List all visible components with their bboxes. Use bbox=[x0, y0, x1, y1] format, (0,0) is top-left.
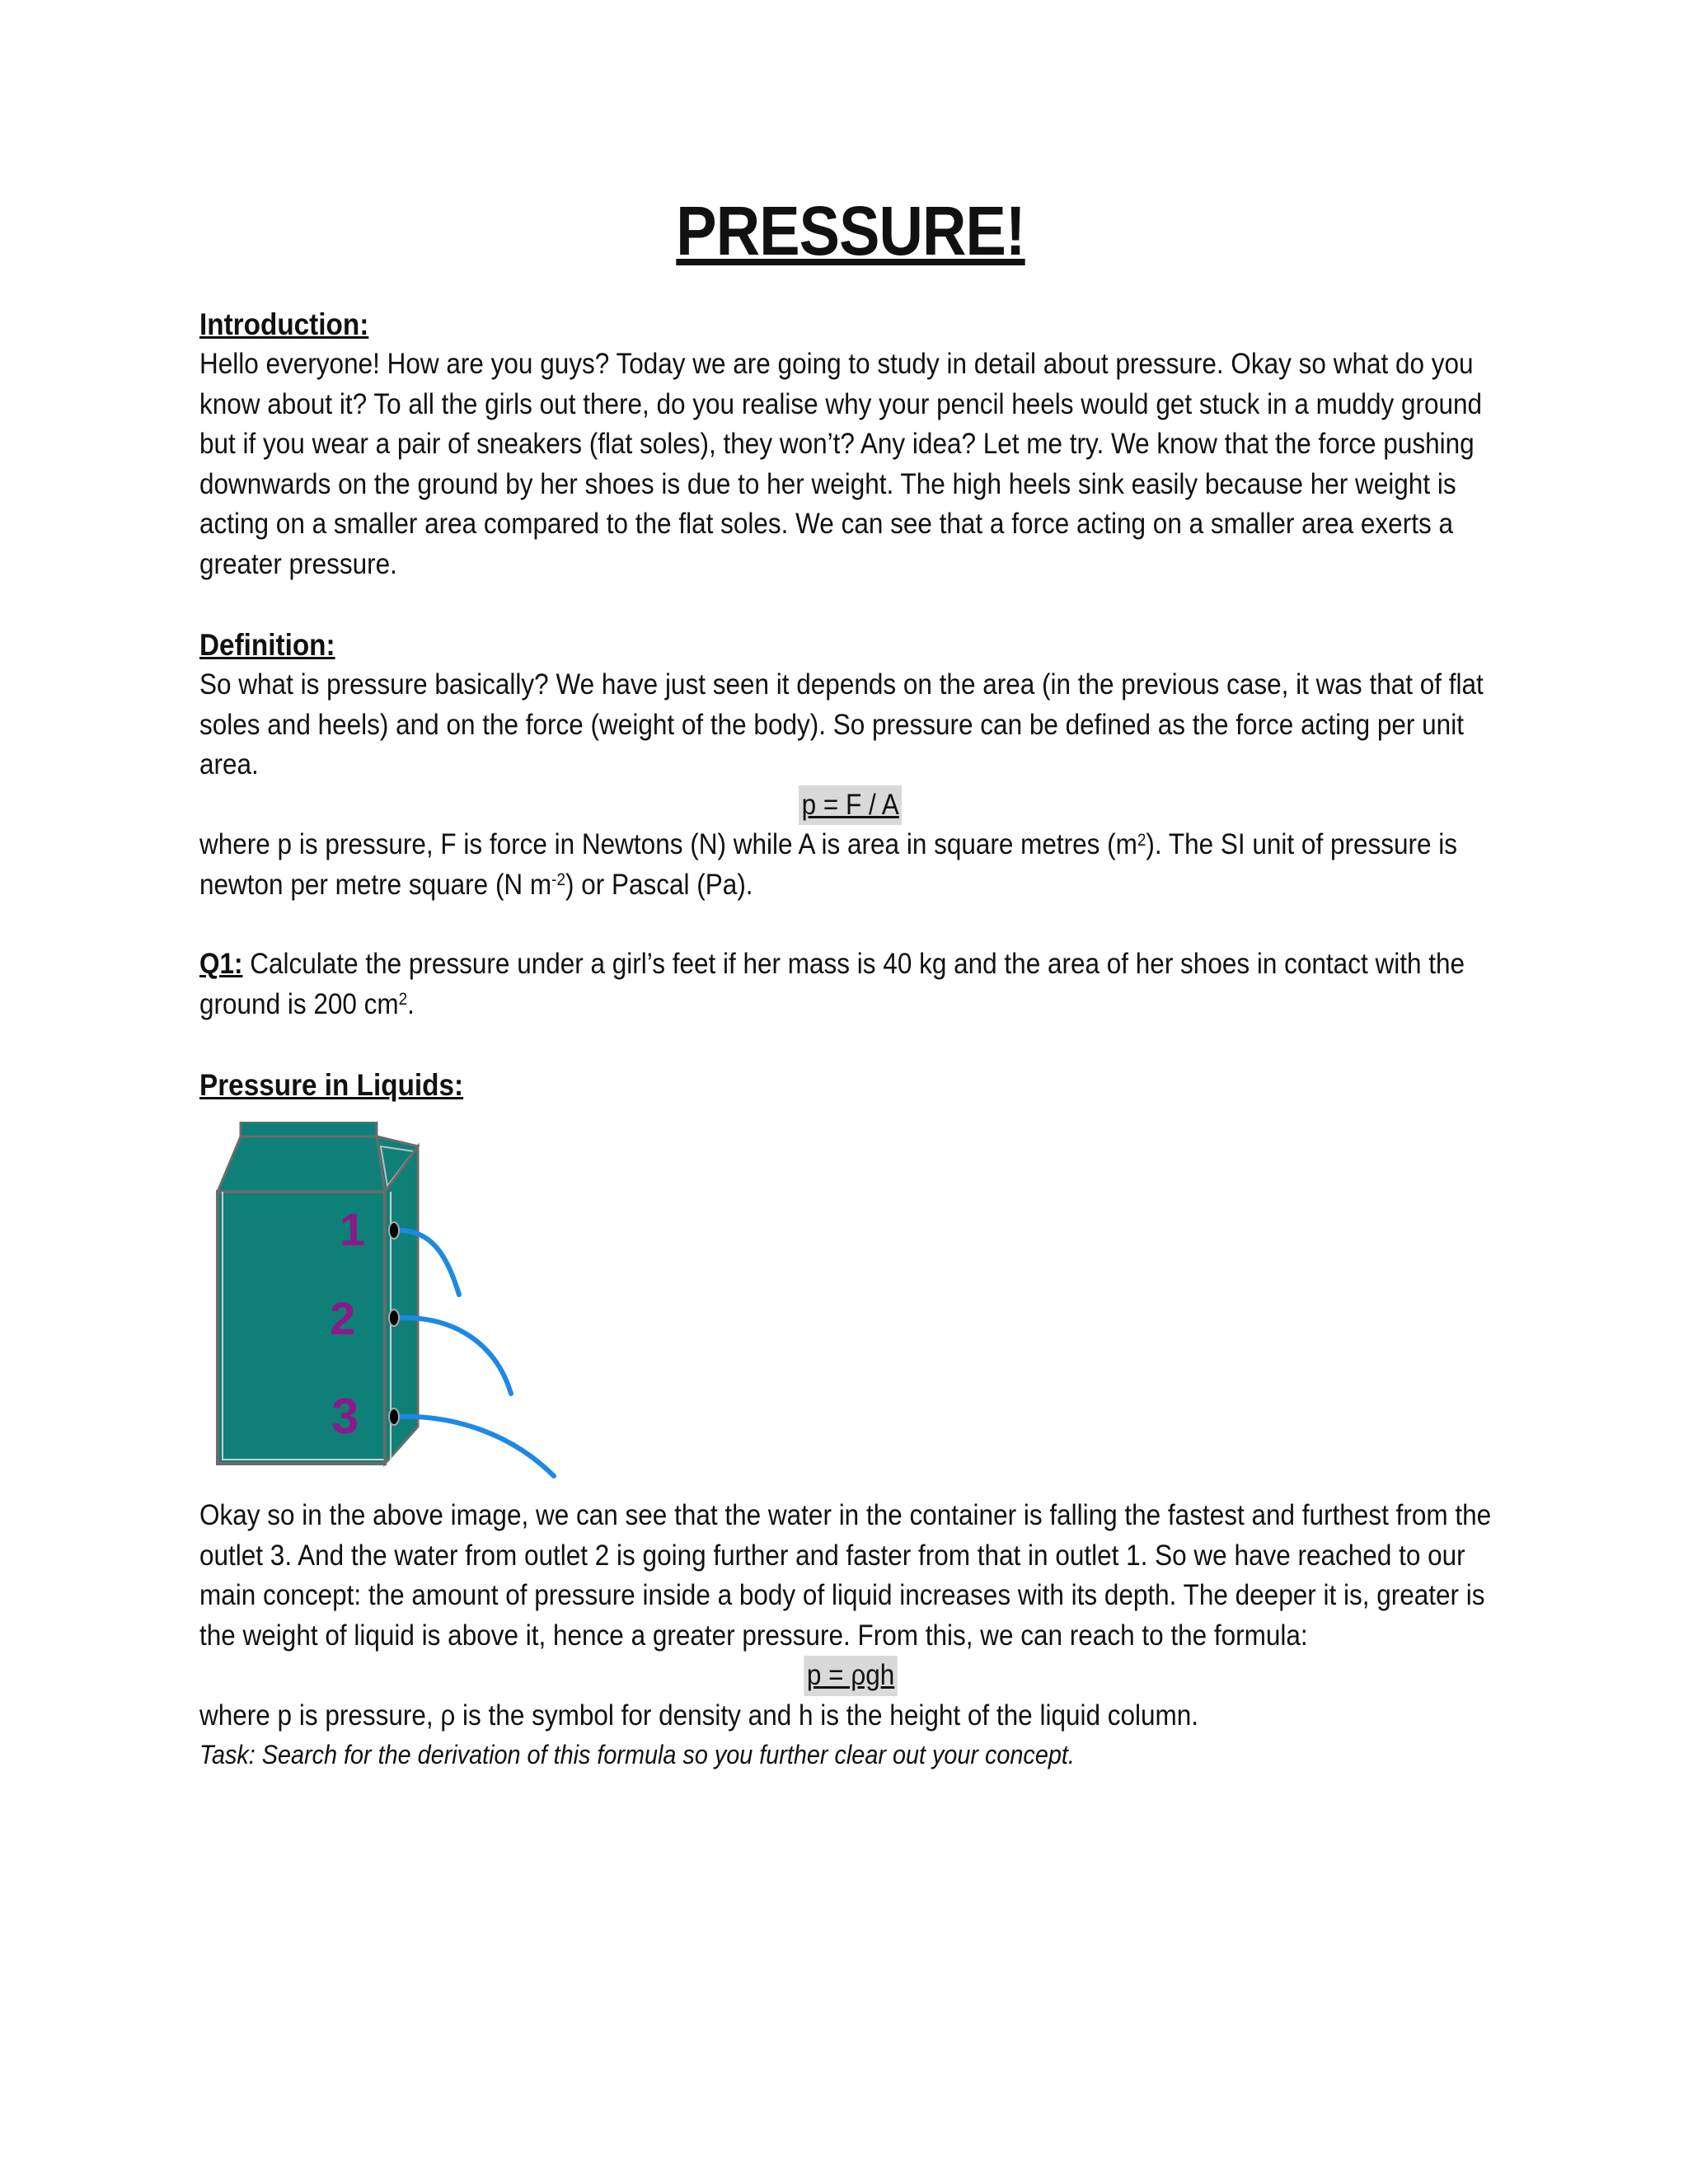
outlet-label-2: 2 bbox=[330, 1292, 356, 1344]
liquids-section bbox=[199, 1066, 1502, 1774]
outlet-2-hole bbox=[389, 1310, 399, 1326]
question-label: Q1: bbox=[199, 948, 243, 980]
definition-section bbox=[199, 626, 1502, 905]
question-1: Q1: Calculate the pressure under a girl’s feet if her mass is 40 kg and the area of her shoes in contact with the ground is 200 $cm^2$. bbox=[199, 948, 1465, 1020]
task-note: Task: Search for the derivation of this formula so you further clear out your concept. bbox=[199, 1740, 1075, 1769]
outlet-3-hole bbox=[389, 1408, 399, 1425]
introduction-heading: Introduction: bbox=[199, 307, 369, 341]
water-container-figure bbox=[208, 1122, 570, 1484]
introduction-section bbox=[199, 305, 1502, 584]
liquids-text: Okay so in the above image, we can see that the water in the container is falling the fastest and furthest from the outlet 3. And the water from outlet 2 is going further and faster from that in outlet 1. So we have reached to our main concept: the amount of pressure inside a body of liquid increases with its depth. The deeper it is, greater is the weight of liquid is above it, hence a greater pressure. From this, we can reach to the formula: bbox=[199, 1499, 1492, 1652]
liquids-heading: Pressure in Liquids: bbox=[199, 1068, 464, 1102]
outlet-label-1: 1 bbox=[340, 1203, 366, 1255]
water-jet-3 bbox=[396, 1417, 554, 1476]
definition-explanation: where p is pressure, F is force in Newtons (N) while A is area in square metres $(m^2)$. The SI unit of pressure is newton per metre square (N $m^{-2}$) or Pascal (Pa). bbox=[199, 828, 1458, 901]
definition-heading: Definition: bbox=[199, 628, 335, 662]
page-title: PRESSURE! bbox=[676, 192, 1025, 269]
liquid-pressure-formula: p = ρgh bbox=[804, 1656, 898, 1696]
water-container-illustration bbox=[208, 1122, 570, 1484]
definition-text: So what is pressure basically? We have just seen it depends on the area (in the previous case, it was that of flat soles and heels) and on the force (weight of the body). So pressure can be defined as the force acting per unit area. bbox=[199, 668, 1484, 780]
liquids-explanation: where p is pressure, ρ is the symbol for density and h is the height of the liquid column. bbox=[199, 1699, 1199, 1732]
container-top-rim bbox=[241, 1122, 377, 1137]
outlet-1-hole bbox=[389, 1222, 399, 1239]
introduction-text: Hello everyone! How are you guys? Today we are going to study in detail about pressure. Okay so what do you know about it? To all the girls out there, do you realise why your pencil heels would get stuck in a muddy ground but if you wear a pair of sneakers (flat soles), they won’t? Any idea? Let me try. We know that the force pushing downwards on the ground by her shoes is due to her weight. The high heels sink easily because her weight is acting on a smaller area compared to the flat soles. We can see that a force acting on a smaller area exerts a greater pressure. bbox=[199, 348, 1483, 580]
pressure-formula: p = F / A bbox=[799, 785, 902, 826]
pressure-formula-row bbox=[199, 785, 1502, 826]
document-content bbox=[199, 190, 1502, 1774]
outlet-label-3: 3 bbox=[331, 1389, 359, 1444]
liquid-pressure-formula-row bbox=[199, 1656, 1502, 1696]
